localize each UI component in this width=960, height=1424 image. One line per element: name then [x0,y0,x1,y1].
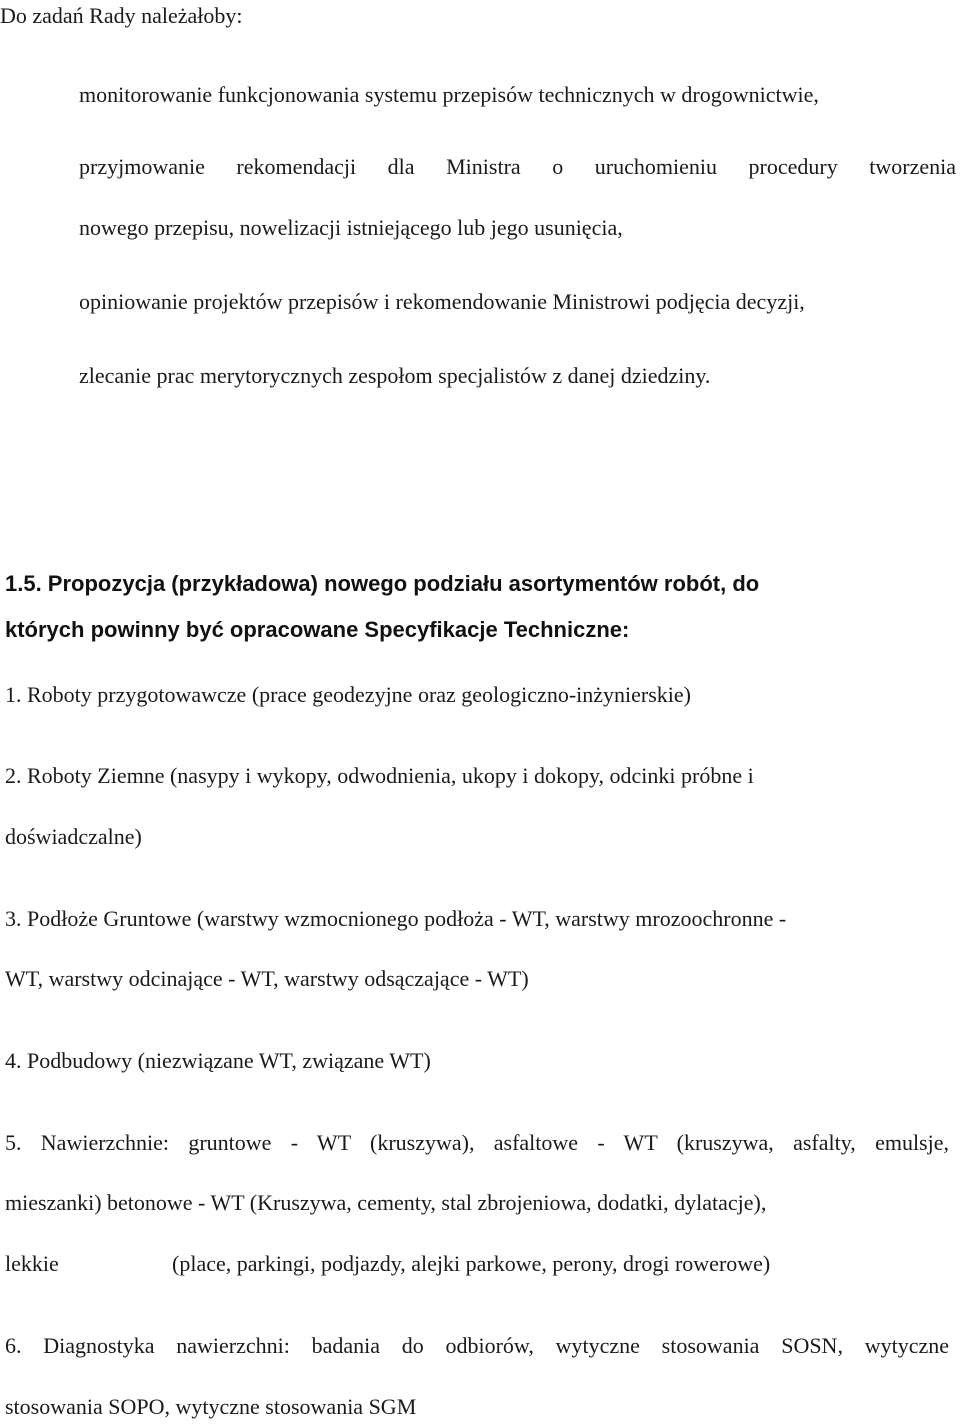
bullet-item-2-continuation: nowego przepisu, nowelizacji istniejącego lub jego usunięcia, [79,215,623,240]
list-item-3: 3. Podłoże Gruntowe (warstwy wzmocnionego podłoża - WT, warstwy mrozoochronne - [5,906,787,931]
list-item-5-continuation-1: mieszanki) betonowe - WT (Kruszywa, cementy, stal zbrojeniowa, dodatki, dylatacje), [5,1190,767,1215]
list-item-5-continuation-2-end: (place, parkingi, podjazdy, alejki parkowe, perony, drogi rowerowe) [172,1251,771,1276]
intro-text: Do zadań Rady należałoby: [0,3,243,28]
list-item-6-continuation: stosowania SOPO, wytyczne stosowania SGM [5,1394,417,1419]
list-item-2-continuation: doświadczalne) [5,824,142,849]
list-item-3-continuation: WT, warstwy odcinające - WT, warstwy odsączające - WT) [5,966,529,991]
list-item-1: 1. Roboty przygotowawcze (prace geodezyjne oraz geologiczno-inżynierskie) [5,682,691,707]
section-heading-line-1: 1.5. Propozycja (przykładowa) nowego podziału asortymentów robót, do [5,571,760,596]
bullet-item-4: zlecanie prac merytorycznych zespołom specjalistów z danej dziedziny. [79,363,711,388]
list-item-5: 5. Nawierzchnie: gruntowe - WT (kruszywa), asfaltowe - WT (kruszywa, asfalty, emulsje, [5,1130,949,1155]
section-heading-line-2: których powinny być opracowane Specyfikacje Techniczne: [5,617,630,642]
list-item-4: 4. Podbudowy (niezwiązane WT, związane WT) [5,1048,431,1073]
bullet-item-3: opiniowanie projektów przepisów i rekomendowanie Ministrowi podjęcia decyzji, [79,289,805,314]
bullet-item-1: monitorowanie funkcjonowania systemu przepisów technicznych w drogownictwie, [79,82,819,107]
list-item-5-continuation-2-start: lekkie [5,1251,59,1276]
list-item-6: 6. Diagnostyka nawierzchni: badania do odbiorów, wytyczne stosowania SOSN, wytyczne [5,1333,949,1358]
bullet-item-2: przyjmowanie rekomendacji dla Ministra o uruchomieniu procedury tworzenia [79,154,956,179]
list-item-2: 2. Roboty Ziemne (nasypy i wykopy, odwodnienia, ukopy i dokopy, odcinki próbne i [5,763,754,788]
